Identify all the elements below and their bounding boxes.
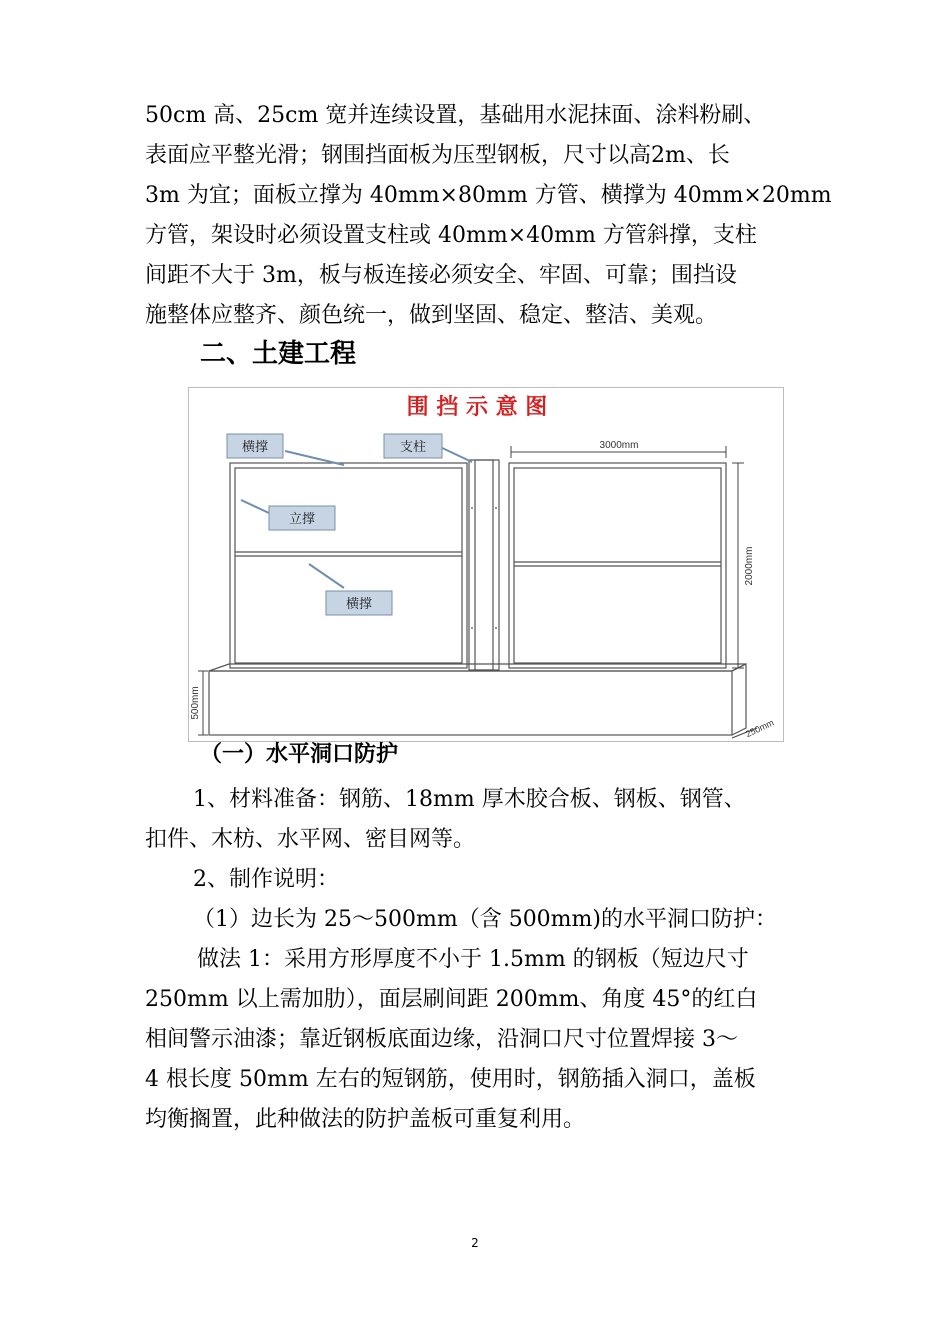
label-crossbar-mid: 横撑 (345, 597, 373, 612)
text-line: 施整体应整齐、颜色统一，做到坚固、稳定、整洁、美观。 (145, 303, 718, 328)
subsection-heading: （一）水平洞口防护 (200, 742, 399, 767)
text-line: 1、材料准备：钢筋、18mm 厚木胶合板、钢板、钢管、 (193, 787, 746, 812)
text-line: （1）边长为 25～500mm（含 500mm)的水平洞口防护： (193, 907, 777, 932)
label-upright: 立撑 (288, 512, 316, 527)
dimension-lines (198, 446, 757, 738)
callout-crossbar-mid (326, 591, 392, 615)
text-line: 做法 1：采用方形厚度不小于 1.5mm 的钢板（短边尺寸 (197, 947, 749, 972)
diagram-canvas (189, 388, 783, 741)
base-height-dimension: 500mm (190, 686, 201, 720)
width-dimension: 3000mm (599, 440, 639, 451)
method-paragraph (145, 940, 825, 1140)
materials-paragraph (145, 780, 825, 860)
left-panel (230, 463, 467, 668)
label-post: 支柱 (399, 440, 427, 455)
callout-upright (269, 506, 335, 530)
text-line: 扣件、木枋、水平网、密目网等。 (145, 827, 476, 852)
text-line: 50cm 高、25cm 宽并连续设置，基础用水泥抹面、涂料粉刷、 (145, 103, 766, 128)
height-dimension: 2000mm (744, 546, 755, 586)
text-line: 均衡搁置，此种做法的防护盖板可重复利用。 (145, 1107, 586, 1132)
text-line: 方管，架设时必须设置支柱或 40mm×40mm 方管斜撑，支柱 (145, 223, 757, 248)
base-foundation (209, 664, 746, 735)
base-width-dimension: 250mm (744, 717, 776, 740)
text-line: 表面应平整光滑；钢围挡面板为压型钢板，尺寸以高2m、长 (145, 143, 730, 168)
text-line: 2、制作说明： (193, 867, 339, 892)
text-line: 3m 为宜；面板立撑为 40mm×80mm 方管、横撑为 40mm×20mm (145, 183, 832, 208)
page-number: 2 (471, 1236, 479, 1250)
text-line: 相间警示油漆；靠近钢板底面边缘，沿洞口尺寸位置焊接 3～ (145, 1027, 738, 1052)
intro-paragraph (145, 96, 832, 336)
right-panel (509, 463, 726, 668)
text-line: 4 根长度 50mm 左右的短钢筋，使用时，钢筋插入洞口，盖板 (145, 1067, 756, 1092)
case-line (193, 900, 873, 940)
hoarding-diagram (188, 387, 784, 742)
text-line: 250mm 以上需加肋），面层刷间距 200mm、角度 45°的红白 (145, 987, 758, 1012)
section-heading: 二、土建工程 (200, 339, 357, 369)
instructions-line (193, 860, 873, 900)
callout-post (384, 434, 442, 458)
text-line: 间距不大于 3m，板与板连接必须安全、牢固、可靠；围挡设 (145, 263, 737, 288)
diagram-title: 围 挡 示 意 图 (406, 394, 548, 420)
label-crossbar-top: 横撑 (241, 440, 269, 455)
post (469, 460, 499, 670)
callout-crossbar-top (227, 434, 283, 458)
